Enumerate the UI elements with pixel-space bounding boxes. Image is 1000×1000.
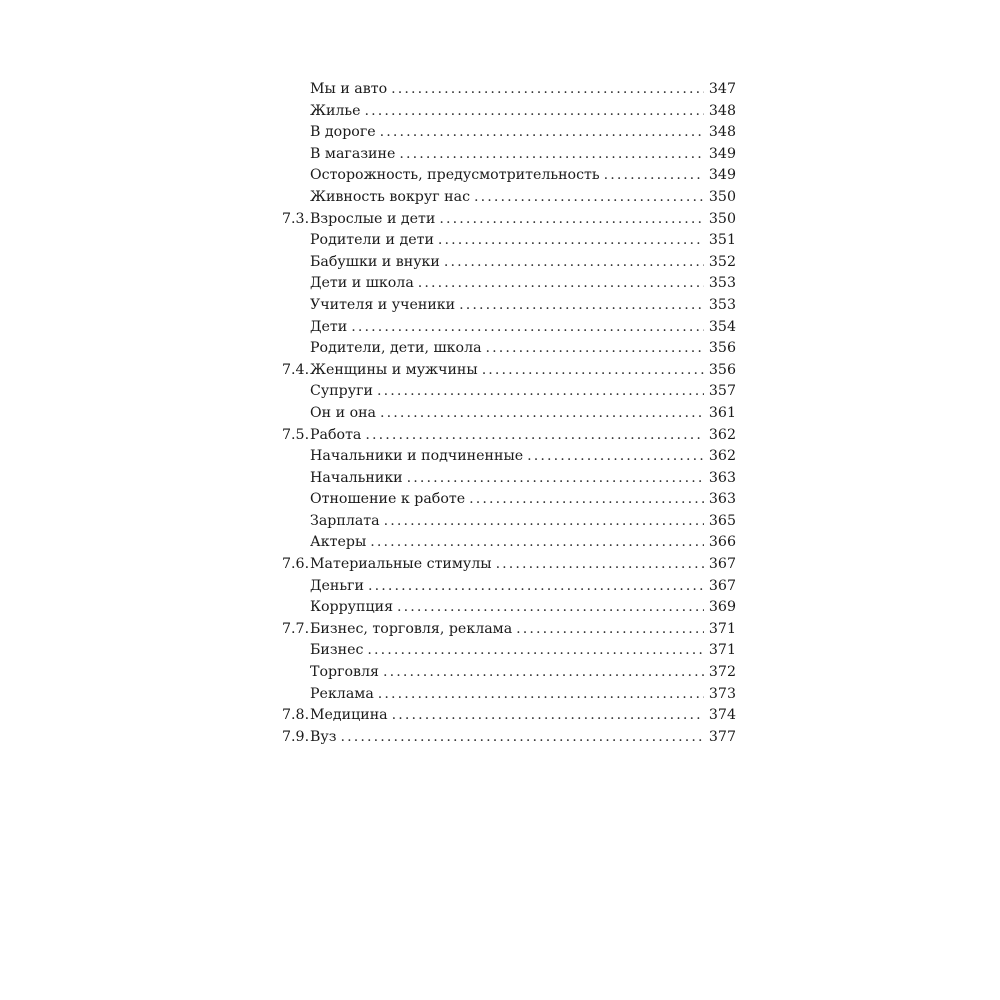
toc-subsection-entry — [282, 79, 736, 101]
toc-entry-title: Осторожность, предусмотрительность — [310, 167, 600, 184]
toc-page-number: 377 — [708, 728, 736, 745]
dot-leader — [516, 619, 704, 641]
toc-entry-title: Женщины и мужчины — [310, 361, 478, 378]
dot-leader — [351, 317, 704, 339]
dot-leader — [370, 532, 704, 554]
toc-subsection-entry — [282, 381, 736, 403]
toc-page-number: 354 — [708, 318, 736, 335]
toc-page-number: 367 — [708, 556, 736, 573]
dot-leader — [439, 209, 704, 231]
toc-section-entry — [282, 360, 736, 382]
toc-page-number: 362 — [708, 448, 736, 465]
toc-entry-title: Вуз — [310, 728, 337, 745]
toc-page-number: 362 — [708, 426, 736, 443]
toc-page-number: 371 — [708, 620, 736, 637]
toc-entry-title: Актеры — [310, 534, 367, 551]
toc-page-number: 350 — [708, 188, 736, 205]
toc-subsection-entry — [282, 122, 736, 144]
toc-page-number: 349 — [708, 145, 736, 162]
toc-entry-number: 7.8. — [282, 707, 310, 724]
toc-subsection-entry — [282, 640, 736, 662]
dot-leader — [496, 554, 704, 576]
toc-page-number: 369 — [708, 599, 736, 616]
toc-subsection-entry — [282, 489, 736, 511]
toc-entry-title: Учителя и ученики — [310, 296, 456, 313]
toc-subsection-entry — [282, 576, 736, 598]
toc-entry-number: 7.6. — [282, 556, 310, 573]
toc-entry-title: Родители и дети — [310, 232, 434, 249]
toc-entry-title: Жилье — [310, 102, 361, 119]
toc-entry-title: Супруги — [310, 383, 373, 400]
toc-entry-title: Бизнес — [310, 642, 364, 659]
toc-page-number: 373 — [708, 685, 736, 702]
toc-page-number: 347 — [708, 81, 736, 97]
toc-subsection-entry — [282, 532, 736, 554]
toc-section-entry — [282, 209, 736, 231]
toc-page-number: 371 — [708, 642, 736, 659]
dot-leader — [380, 403, 704, 425]
toc-subsection-entry — [282, 317, 736, 339]
toc-entry-title: Медицина — [310, 707, 388, 724]
table-of-contents — [282, 79, 736, 748]
dot-leader — [397, 597, 704, 619]
dot-leader — [527, 446, 704, 468]
toc-page-number: 356 — [708, 340, 736, 357]
toc-section-entry — [282, 554, 736, 576]
dot-leader — [392, 705, 704, 727]
toc-entry-number: 7.4. — [282, 361, 310, 378]
toc-section-entry — [282, 727, 736, 749]
toc-subsection-entry — [282, 187, 736, 209]
dot-leader — [438, 230, 704, 252]
toc-page-number: 348 — [708, 124, 736, 141]
toc-page-number: 367 — [708, 577, 736, 594]
toc-entry-title: Он и она — [310, 404, 377, 421]
dot-leader — [459, 295, 704, 317]
toc-page-number: 357 — [708, 383, 736, 400]
dot-leader — [341, 727, 704, 749]
toc-subsection-entry — [282, 684, 736, 706]
toc-entry-title: В магазине — [310, 145, 396, 162]
dot-leader — [368, 576, 704, 598]
toc-entry-title: Бабушки и внуки — [310, 253, 440, 270]
toc-page-number: 361 — [708, 404, 736, 421]
toc-page-number: 356 — [708, 361, 736, 378]
toc-entry-title: Мы и авто — [310, 81, 388, 97]
toc-entry-number: 7.5. — [282, 426, 310, 443]
dot-leader — [391, 79, 704, 101]
toc-subsection-entry — [282, 662, 736, 684]
toc-subsection-entry — [282, 144, 736, 166]
dot-leader — [482, 360, 704, 382]
toc-page-number: 353 — [708, 296, 736, 313]
toc-entry-title: Зарплата — [310, 512, 380, 529]
toc-entry-title: Начальники — [310, 469, 403, 486]
toc-subsection-entry — [282, 597, 736, 619]
toc-page-number: 353 — [708, 275, 736, 292]
toc-entry-title: Реклама — [310, 685, 374, 702]
toc-section-entry — [282, 425, 736, 447]
toc-entry-title: Работа — [310, 426, 362, 443]
toc-page-number: 350 — [708, 210, 736, 227]
dot-leader — [383, 662, 704, 684]
toc-entry-title: В дороге — [310, 124, 376, 141]
dot-leader — [604, 165, 704, 187]
toc-page-number: 348 — [708, 102, 736, 119]
toc-page-number: 372 — [708, 664, 736, 681]
toc-entry-number: 7.9. — [282, 728, 310, 745]
toc-entry-number: 7.3. — [282, 210, 310, 227]
toc-page-number: 363 — [708, 469, 736, 486]
dot-leader — [365, 425, 704, 447]
toc-page-number: 374 — [708, 707, 736, 724]
dot-leader — [444, 252, 704, 274]
toc-subsection-entry — [282, 446, 736, 468]
toc-entry-title: Отношение к работе — [310, 491, 466, 508]
dot-leader — [384, 511, 704, 533]
toc-page-number: 349 — [708, 167, 736, 184]
toc-page-number: 363 — [708, 491, 736, 508]
toc-entry-title: Родители, дети, школа — [310, 340, 482, 357]
toc-entry-title: Дети и школа — [310, 275, 414, 292]
toc-entry-title: Бизнес, торговля, реклама — [310, 620, 513, 637]
toc-entry-title: Дети — [310, 318, 348, 335]
toc-section-entry — [282, 619, 736, 641]
dot-leader — [399, 144, 704, 166]
toc-subsection-entry — [282, 252, 736, 274]
toc-subsection-entry — [282, 511, 736, 533]
dot-leader — [380, 122, 704, 144]
toc-subsection-entry — [282, 230, 736, 252]
toc-page-number: 351 — [708, 232, 736, 249]
toc-subsection-entry — [282, 101, 736, 123]
toc-section-entry — [282, 705, 736, 727]
toc-subsection-entry — [282, 295, 736, 317]
toc-entry-title: Деньги — [310, 577, 364, 594]
toc-page-number: 366 — [708, 534, 736, 551]
dot-leader — [407, 468, 704, 490]
toc-entry-title: Коррупция — [310, 599, 394, 616]
dot-leader — [378, 684, 704, 706]
dot-leader — [469, 489, 704, 511]
dot-leader — [367, 640, 703, 662]
dot-leader — [474, 187, 704, 209]
toc-subsection-entry — [282, 468, 736, 490]
toc-page-number: 352 — [708, 253, 736, 270]
toc-entry-number: 7.7. — [282, 620, 310, 637]
toc-subsection-entry — [282, 338, 736, 360]
toc-entry-title: Взрослые и дети — [310, 210, 436, 227]
toc-entry-title: Торговля — [310, 664, 380, 681]
dot-leader — [486, 338, 704, 360]
toc-subsection-entry — [282, 273, 736, 295]
toc-page-number: 365 — [708, 512, 736, 529]
dot-leader — [365, 101, 704, 123]
toc-entry-title: Живность вокруг нас — [310, 188, 471, 205]
toc-subsection-entry — [282, 403, 736, 425]
toc-entry-title: Материальные стимулы — [310, 556, 492, 573]
dot-leader — [418, 273, 704, 295]
toc-subsection-entry — [282, 165, 736, 187]
toc-entry-title: Начальники и подчиненные — [310, 448, 524, 465]
dot-leader — [377, 381, 704, 403]
